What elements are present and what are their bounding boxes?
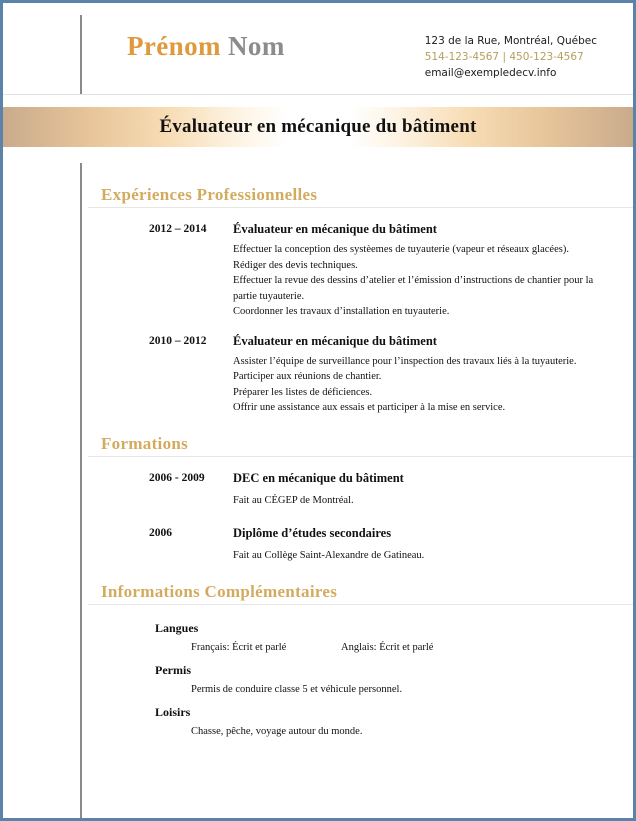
experience-entry-lines xyxy=(233,242,597,320)
banner-spacer-top xyxy=(3,95,633,107)
hobbies-block xyxy=(3,705,633,737)
languages-values xyxy=(191,642,633,653)
experience-line: Offrir une assistance aux essais et participer à la mise en service. xyxy=(233,402,506,413)
language-english: Anglais: Écrit et parlé xyxy=(341,641,434,653)
experience-entry-body xyxy=(233,222,633,320)
experience-entry xyxy=(3,334,633,416)
experience-entry-title: Évaluateur en mécanique du bâtiment xyxy=(233,222,437,236)
candidate-last-name: Nom xyxy=(228,31,285,61)
extra-info-heading: Informations Complémentaires xyxy=(88,582,633,605)
experience-entries xyxy=(3,222,633,416)
contact-address: 123 de la Rue, Montréal, Québec xyxy=(424,35,597,47)
experience-section xyxy=(3,185,633,416)
education-entry xyxy=(3,526,633,564)
hobbies-detail: Chasse, pêche, voyage autour du monde. xyxy=(191,725,363,737)
banner-spacer-bottom xyxy=(3,147,633,161)
extra-info-blocks xyxy=(3,621,633,737)
education-entry-date: 2006 xyxy=(149,527,172,539)
experience-line: Préparer les listes de déficiences. xyxy=(233,386,373,398)
experience-line: Assister l’équipe de surveillance pour l’inspection des travaux liés à la tuyauterie. xyxy=(233,355,577,367)
experience-entry-body xyxy=(233,334,633,416)
experience-entry-date: 2012 – 2014 xyxy=(149,223,207,235)
experience-line: Effectuer la revue des dessins d’atelier et l’émission d’instructions de chantier pour la partie tuyauterie. xyxy=(233,275,594,302)
education-entry-body xyxy=(233,526,633,564)
languages-label: Langues xyxy=(155,620,199,635)
contact-phones: 514-123-4567 | 450-123-4567 xyxy=(424,51,584,63)
hobbies-label: Loisirs xyxy=(155,704,191,719)
experience-line: Effectuer la conception des systèemes de tuyauterie (vapeur et réseaux glacées). xyxy=(233,244,569,255)
language-french: Français: Écrit et parlé xyxy=(191,641,287,653)
experience-heading: Expériences Professionnelles xyxy=(88,185,633,208)
candidate-first-name: Prénom xyxy=(127,31,221,61)
experience-entry-date: 2010 – 2012 xyxy=(149,334,207,347)
resume-header xyxy=(3,3,633,95)
contact-info xyxy=(425,33,597,81)
experience-entry-lines xyxy=(233,354,597,416)
licence-detail: Permis de conduire classe 5 et véhicule personnel. xyxy=(191,683,403,695)
education-entries xyxy=(3,471,633,564)
job-title-banner xyxy=(3,107,633,147)
contact-email: email@exempledecv.info xyxy=(424,67,557,79)
experience-line: Coordonner les travaux d’installation en tuyauterie. xyxy=(233,306,450,317)
licence-label: Permis xyxy=(155,662,191,677)
education-entry-date: 2006 - 2009 xyxy=(149,471,205,484)
education-entry-detail: Fait au CÉGEP de Montréal. xyxy=(233,494,354,506)
candidate-name xyxy=(127,31,285,62)
job-title: Évaluateur en mécanique du bâtiment xyxy=(159,116,477,137)
licence-block xyxy=(3,663,633,695)
education-entry-title: DEC en mécanique du bâtiment xyxy=(233,470,404,485)
experience-line: Participer aux réunions de chantier. xyxy=(233,371,382,382)
experience-line: Rédiger des devis techniques. xyxy=(233,259,358,271)
education-entry xyxy=(3,471,633,509)
education-heading: Formations xyxy=(88,434,633,457)
education-entry-title: Diplôme d’études secondaires xyxy=(233,526,392,540)
experience-entry xyxy=(3,222,633,320)
education-entry-body xyxy=(233,471,633,509)
education-section xyxy=(3,434,633,564)
extra-info-section xyxy=(3,582,633,737)
experience-entry-title: Évaluateur en mécanique du bâtiment xyxy=(233,333,437,348)
languages-block xyxy=(3,621,633,653)
education-entry-detail: Fait au Collège Saint-Alexandre de Gatineau. xyxy=(233,550,425,561)
body-vertical-rule xyxy=(80,163,82,818)
